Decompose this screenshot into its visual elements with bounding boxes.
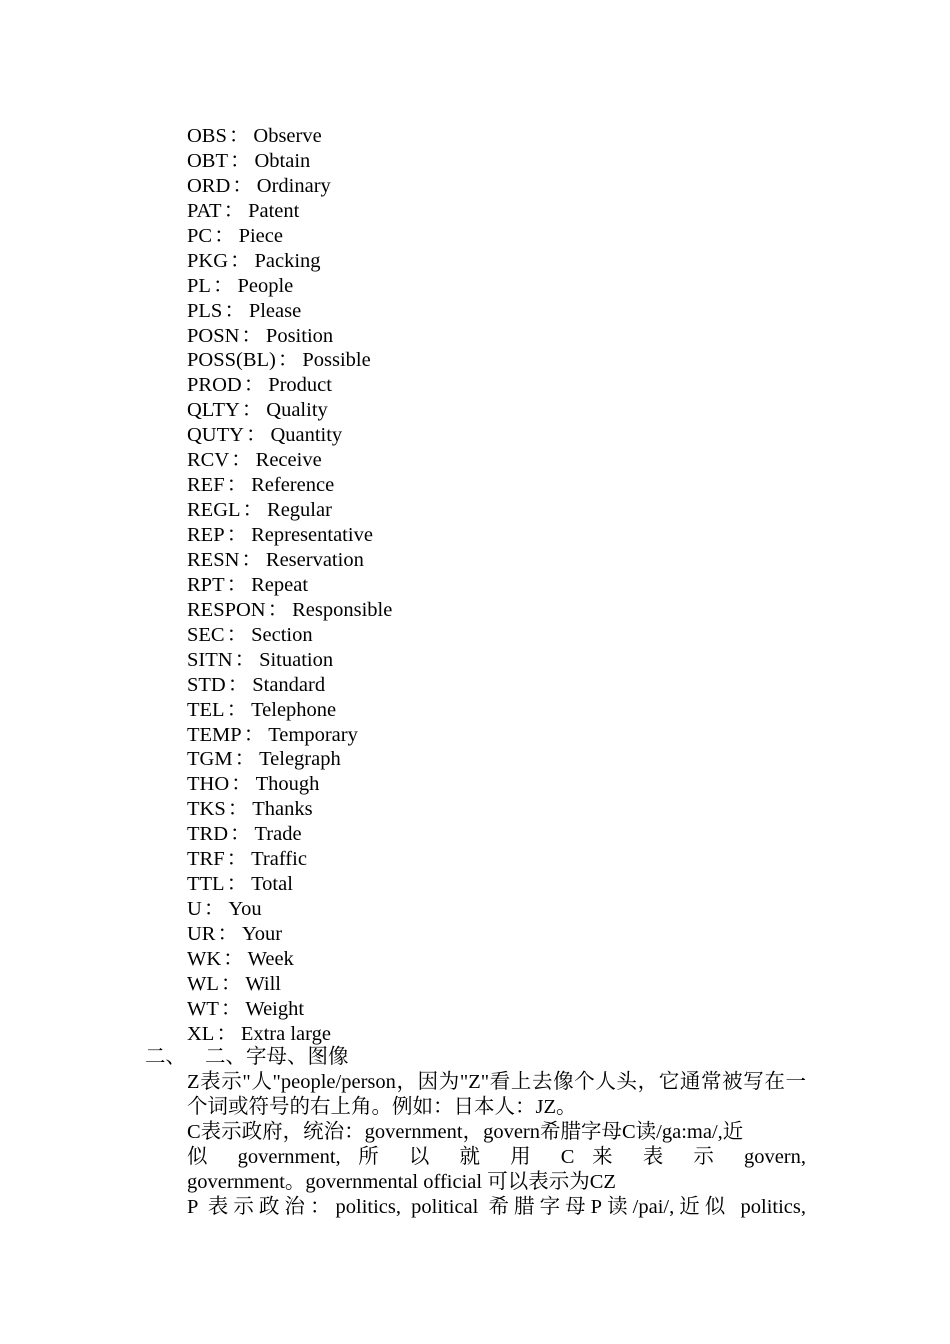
abbreviation-separator: ： — [226, 698, 248, 721]
abbreviation-code: TRD — [187, 823, 228, 846]
abbreviation-item — [187, 373, 392, 398]
abbreviation-separator: ： — [203, 898, 225, 921]
abbreviation-meaning: Telephone — [251, 698, 337, 721]
abbreviation-item — [187, 1022, 392, 1047]
abbreviation-separator: ： — [234, 648, 256, 671]
abbreviation-item — [187, 523, 392, 548]
abbreviation-separator: ： — [227, 798, 249, 821]
abbreviation-code: WL — [187, 972, 219, 995]
abbreviation-code: STD — [187, 673, 226, 696]
paragraph-c-government — [187, 1120, 806, 1195]
abbreviation-separator: ： — [230, 149, 251, 172]
abbreviation-meaning: Quantity — [270, 424, 343, 447]
abbreviation-item — [187, 723, 392, 748]
abbreviation-item — [187, 249, 392, 274]
abbreviation-item — [187, 872, 392, 897]
abbreviation-code: PKG — [187, 249, 229, 272]
abbreviation-meaning: Though — [255, 773, 320, 796]
abbreviation-separator: ： — [223, 199, 245, 222]
abbreviation-meaning: Extra large — [240, 1022, 331, 1045]
abbreviation-item — [187, 548, 392, 573]
abbreviation-separator: ： — [212, 274, 234, 297]
abbreviation-code: XL — [187, 1022, 215, 1045]
abbreviation-separator: ： — [277, 349, 299, 372]
abbreviation-code: PL — [187, 274, 211, 297]
section-title: 二、字母、图像 — [205, 1046, 349, 1068]
abbreviation-meaning: Receive — [255, 449, 322, 472]
abbreviation-code: U — [187, 898, 202, 921]
abbreviation-meaning: Will — [245, 972, 281, 995]
paragraph-line: P 表示政治：politics, political 希腊字母P读/pai/,近似 politics, — [187, 1196, 806, 1218]
abbreviation-item — [187, 972, 392, 997]
abbreviation-separator: ： — [230, 823, 251, 846]
abbreviation-item — [187, 224, 392, 249]
abbreviation-code: TKS — [187, 798, 226, 821]
abbreviation-meaning: Telegraph — [259, 748, 341, 771]
abbreviation-item — [187, 747, 392, 772]
abbreviation-meaning: Quality — [266, 399, 328, 422]
section-heading — [145, 1045, 349, 1070]
abbreviation-separator: ： — [241, 548, 262, 571]
abbreviation-separator: ： — [226, 623, 248, 646]
abbreviation-code: ORD — [187, 174, 231, 197]
abbreviation-meaning: Situation — [259, 648, 334, 671]
abbreviation-separator: ： — [220, 972, 242, 995]
abbreviation-separator: ： — [226, 524, 248, 546]
abbreviation-separator: ： — [232, 174, 253, 197]
abbreviation-meaning: Weight — [245, 997, 305, 1020]
abbreviation-code: TRF — [187, 848, 225, 871]
abbreviation-item — [187, 324, 392, 349]
abbreviation-meaning: Responsible — [292, 598, 393, 621]
abbreviation-separator: ： — [226, 573, 248, 596]
abbreviation-item — [187, 673, 392, 698]
abbreviation-code: TGM — [187, 748, 233, 771]
abbreviation-code: TTL — [187, 873, 225, 896]
abbreviation-item — [187, 199, 392, 224]
abbreviation-separator: ： — [231, 773, 252, 796]
abbreviation-separator: ： — [242, 499, 264, 522]
abbreviation-separator: ： — [241, 324, 262, 347]
abbreviation-meaning: Please — [248, 299, 302, 322]
abbreviation-separator: ： — [226, 848, 248, 871]
abbreviation-meaning: Possible — [302, 349, 371, 372]
abbreviation-item — [187, 698, 392, 723]
abbreviation-meaning: Position — [265, 324, 334, 347]
abbreviation-separator: ： — [226, 474, 248, 497]
abbreviation-separator: ： — [245, 424, 267, 447]
abbreviation-item — [187, 623, 392, 648]
abbreviation-meaning: Reference — [251, 474, 335, 497]
abbreviation-meaning: Your — [241, 923, 283, 945]
abbreviation-meaning: Thanks — [252, 798, 313, 821]
abbreviation-meaning: Patent — [248, 199, 300, 222]
abbreviation-meaning: Packing — [254, 249, 321, 272]
abbreviation-meaning: Representative — [251, 524, 373, 546]
abbreviation-code: REP — [187, 524, 225, 546]
abbreviation-meaning: Piece — [238, 224, 283, 247]
abbreviation-item — [187, 299, 392, 324]
abbreviation-code: PC — [187, 224, 213, 247]
abbreviation-code: POSS(BL) — [187, 349, 276, 372]
abbreviation-item — [187, 174, 392, 199]
abbreviation-item — [187, 947, 392, 972]
abbreviation-meaning: Traffic — [251, 848, 307, 871]
abbreviation-separator: ： — [223, 947, 244, 970]
abbreviation-code: PROD — [187, 374, 242, 397]
abbreviation-separator: ： — [217, 923, 238, 945]
abbreviation-separator: ： — [214, 224, 235, 247]
abbreviation-code: PAT — [187, 199, 222, 222]
abbreviation-code: PLS — [187, 299, 223, 322]
abbreviation-code: WT — [187, 997, 219, 1020]
abbreviation-separator: ： — [267, 598, 289, 621]
abbreviation-meaning: Reservation — [265, 548, 364, 571]
abbreviation-code: OBS — [187, 125, 227, 147]
abbreviation-meaning: Week — [247, 947, 294, 970]
abbreviation-item — [187, 598, 392, 623]
abbreviation-code: SITN — [187, 648, 233, 671]
abbreviation-meaning: Product — [268, 374, 332, 397]
abbreviation-meaning: Temporary — [268, 723, 358, 746]
abbreviation-separator: ： — [220, 997, 242, 1020]
abbreviation-meaning: Standard — [252, 673, 326, 696]
abbreviation-code: POSN — [187, 324, 240, 347]
abbreviation-code: WK — [187, 947, 222, 970]
abbreviation-item — [187, 423, 392, 448]
abbreviation-meaning: Ordinary — [256, 174, 331, 197]
abbreviation-separator: ： — [234, 748, 256, 771]
abbreviation-meaning: Repeat — [251, 573, 309, 596]
abbreviation-separator: ： — [243, 374, 265, 397]
abbreviation-item — [187, 922, 392, 947]
paragraph-p-politics — [187, 1195, 806, 1220]
abbreviation-separator: ： — [226, 873, 248, 896]
abbreviation-meaning: Obtain — [254, 149, 311, 172]
abbreviation-separator: ： — [231, 449, 252, 472]
abbreviation-item — [187, 149, 392, 174]
abbreviation-meaning: Total — [251, 873, 293, 896]
abbreviation-code: REGL — [187, 499, 241, 522]
abbreviation-code: SEC — [187, 623, 225, 646]
abbreviation-code: UR — [187, 923, 216, 945]
abbreviation-code: RESPON — [187, 598, 266, 621]
abbreviation-code: RESN — [187, 548, 240, 571]
abbreviation-separator: ： — [230, 249, 251, 272]
abbreviation-item — [187, 648, 392, 673]
abbreviation-code: THO — [187, 773, 230, 796]
abbreviation-item — [187, 997, 392, 1022]
abbreviation-item — [187, 772, 392, 797]
abbreviation-code: QUTY — [187, 424, 244, 447]
abbreviation-separator: ： — [216, 1022, 237, 1045]
abbreviation-item — [187, 897, 392, 922]
abbreviation-meaning: You — [228, 898, 262, 921]
abbreviation-meaning: People — [237, 274, 294, 297]
abbreviation-code: OBT — [187, 149, 228, 172]
abbreviation-item — [187, 573, 392, 598]
abbreviation-separator: ： — [241, 399, 263, 422]
paragraph-line: C表示政府，统治：government，govern希腊字母C读/ga:ma/,近 — [187, 1121, 744, 1143]
abbreviation-item — [187, 274, 392, 299]
abbreviation-item — [187, 797, 392, 822]
paragraph-line: 似 government, 所 以 就 用 C 来 表 示 govern, — [187, 1146, 806, 1168]
abbreviation-item — [187, 847, 392, 872]
abbreviation-code: QLTY — [187, 399, 240, 422]
abbreviation-code: REF — [187, 474, 225, 497]
abbreviation-meaning: Trade — [254, 823, 302, 846]
abbreviation-item — [187, 398, 392, 423]
paragraph-z-person: Z表示"人"people/person，因为"Z"看上去像个人头，它通常被写在一个词或符号的右上角。例如：日本人：JZ。 — [187, 1071, 806, 1118]
section-number: 二、 — [145, 1046, 186, 1068]
abbreviation-separator: ： — [224, 299, 245, 322]
abbreviation-separator: ： — [243, 723, 265, 746]
abbreviation-separator: ： — [228, 125, 250, 147]
abbreviation-code: RPT — [187, 573, 225, 596]
abbreviation-item — [187, 473, 392, 498]
abbreviation-item — [187, 498, 392, 523]
abbreviation-code: RCV — [187, 449, 230, 472]
abbreviation-item — [187, 822, 392, 847]
abbreviation-meaning: Regular — [267, 499, 332, 522]
abbreviation-item — [187, 448, 392, 473]
abbreviation-item — [187, 348, 392, 373]
paragraph-line: government。governmental official 可以表示为CZ — [187, 1171, 616, 1193]
abbreviation-separator: ： — [227, 673, 249, 696]
abbreviation-item — [187, 124, 392, 149]
abbreviation-meaning: Section — [251, 623, 313, 646]
abbreviation-code: TEMP — [187, 723, 242, 746]
abbreviation-meaning: Observe — [253, 125, 322, 147]
abbreviation-list — [187, 124, 392, 1047]
abbreviation-code: TEL — [187, 698, 225, 721]
